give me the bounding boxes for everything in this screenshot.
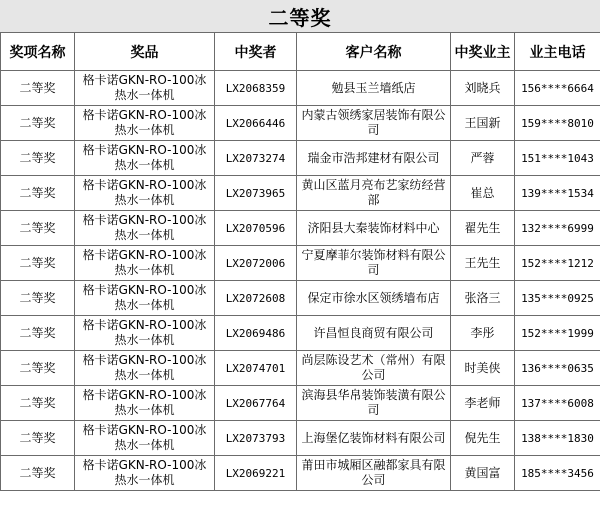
cell-owner-phone: 151****1043 — [515, 141, 600, 176]
cell-award-name: 二等奖 — [1, 176, 75, 211]
cell-prize: 格卡诺GKN-RO-100冰热水一体机 — [75, 351, 215, 386]
cell-award-name: 二等奖 — [1, 211, 75, 246]
cell-winner-id: LX2073793 — [215, 421, 297, 456]
cell-award-name: 二等奖 — [1, 421, 75, 456]
cell-award-name: 二等奖 — [1, 386, 75, 421]
cell-owner: 倪先生 — [451, 421, 515, 456]
header-owner-phone: 业主电话 — [515, 33, 600, 71]
cell-winner-id: LX2072006 — [215, 246, 297, 281]
cell-prize: 格卡诺GKN-RO-100冰热水一体机 — [75, 141, 215, 176]
table-row — [1, 421, 600, 456]
header-prize: 奖品 — [75, 33, 215, 71]
cell-owner: 王国新 — [451, 106, 515, 141]
cell-owner: 王先生 — [451, 246, 515, 281]
cell-winner-id: LX2073274 — [215, 141, 297, 176]
cell-customer-name: 济阳县大秦装饰材料中心 — [297, 211, 451, 246]
cell-award-name: 二等奖 — [1, 71, 75, 106]
cell-prize: 格卡诺GKN-RO-100冰热水一体机 — [75, 246, 215, 281]
cell-prize: 格卡诺GKN-RO-100冰热水一体机 — [75, 281, 215, 316]
cell-award-name: 二等奖 — [1, 456, 75, 491]
table-row — [1, 211, 600, 246]
cell-owner-phone: 159****8010 — [515, 106, 600, 141]
cell-owner: 李老师 — [451, 386, 515, 421]
cell-winner-id: LX2074701 — [215, 351, 297, 386]
cell-prize: 格卡诺GKN-RO-100冰热水一体机 — [75, 316, 215, 351]
cell-prize: 格卡诺GKN-RO-100冰热水一体机 — [75, 456, 215, 491]
cell-customer-name: 黄山区蓝月亮布艺家纺经营部 — [297, 176, 451, 211]
cell-owner-phone: 138****1830 — [515, 421, 600, 456]
cell-owner: 刘晓兵 — [451, 71, 515, 106]
table-row — [1, 456, 600, 491]
cell-customer-name: 内蒙古领绣家居装饰有限公司 — [297, 106, 451, 141]
cell-owner-phone: 136****0635 — [515, 351, 600, 386]
table-row — [1, 351, 600, 386]
header-award-name: 奖项名称 — [1, 33, 75, 71]
cell-award-name: 二等奖 — [1, 141, 75, 176]
cell-owner: 时美侠 — [451, 351, 515, 386]
table-row — [1, 176, 600, 211]
table-row — [1, 386, 600, 421]
cell-award-name: 二等奖 — [1, 351, 75, 386]
table-row — [1, 141, 600, 176]
cell-owner-phone: 152****1212 — [515, 246, 600, 281]
cell-owner-phone: 137****6008 — [515, 386, 600, 421]
cell-owner: 崔总 — [451, 176, 515, 211]
cell-customer-name: 许昌恒良商贸有限公司 — [297, 316, 451, 351]
cell-owner-phone: 156****6664 — [515, 71, 600, 106]
cell-owner: 李彤 — [451, 316, 515, 351]
cell-prize: 格卡诺GKN-RO-100冰热水一体机 — [75, 421, 215, 456]
cell-winner-id: LX2072608 — [215, 281, 297, 316]
cell-owner-phone: 135****0925 — [515, 281, 600, 316]
cell-customer-name: 滨海县华帛装饰装潢有限公司 — [297, 386, 451, 421]
cell-customer-name: 保定市徐水区领绣墙布店 — [297, 281, 451, 316]
cell-customer-name: 上海堡亿装饰材料有限公司 — [297, 421, 451, 456]
cell-owner-phone: 139****1534 — [515, 176, 600, 211]
table-row — [1, 316, 600, 351]
cell-award-name: 二等奖 — [1, 106, 75, 141]
cell-winner-id: LX2069221 — [215, 456, 297, 491]
cell-customer-name: 尚层陈设艺术（常州）有限公司 — [297, 351, 451, 386]
table-row — [1, 71, 600, 106]
cell-award-name: 二等奖 — [1, 246, 75, 281]
cell-owner-phone: 185****3456 — [515, 456, 600, 491]
page-title: 二等奖 — [0, 0, 600, 32]
header-owner: 中奖业主 — [451, 33, 515, 71]
winners-table — [0, 32, 600, 491]
cell-owner: 黄国富 — [451, 456, 515, 491]
cell-winner-id: LX2073965 — [215, 176, 297, 211]
cell-owner: 严蓉 — [451, 141, 515, 176]
header-customer-name: 客户名称 — [297, 33, 451, 71]
cell-prize: 格卡诺GKN-RO-100冰热水一体机 — [75, 211, 215, 246]
cell-owner: 翟先生 — [451, 211, 515, 246]
cell-prize: 格卡诺GKN-RO-100冰热水一体机 — [75, 176, 215, 211]
cell-winner-id: LX2069486 — [215, 316, 297, 351]
cell-customer-name: 莆田市城厢区融都家具有限公司 — [297, 456, 451, 491]
cell-owner: 张洛三 — [451, 281, 515, 316]
cell-prize: 格卡诺GKN-RO-100冰热水一体机 — [75, 386, 215, 421]
cell-winner-id: LX2068359 — [215, 71, 297, 106]
table-row — [1, 281, 600, 316]
cell-customer-name: 瑞金市浩邦建材有限公司 — [297, 141, 451, 176]
cell-customer-name: 勉县玉兰墙纸店 — [297, 71, 451, 106]
cell-customer-name: 宁夏摩菲尔装饰材料有限公司 — [297, 246, 451, 281]
cell-prize: 格卡诺GKN-RO-100冰热水一体机 — [75, 106, 215, 141]
table-row — [1, 106, 600, 141]
table-header-row — [1, 33, 600, 71]
cell-prize: 格卡诺GKN-RO-100冰热水一体机 — [75, 71, 215, 106]
cell-owner-phone: 152****1999 — [515, 316, 600, 351]
header-winner: 中奖者 — [215, 33, 297, 71]
cell-winner-id: LX2070596 — [215, 211, 297, 246]
cell-winner-id: LX2067764 — [215, 386, 297, 421]
table-row — [1, 246, 600, 281]
cell-award-name: 二等奖 — [1, 281, 75, 316]
cell-owner-phone: 132****6999 — [515, 211, 600, 246]
cell-award-name: 二等奖 — [1, 316, 75, 351]
cell-winner-id: LX2066446 — [215, 106, 297, 141]
